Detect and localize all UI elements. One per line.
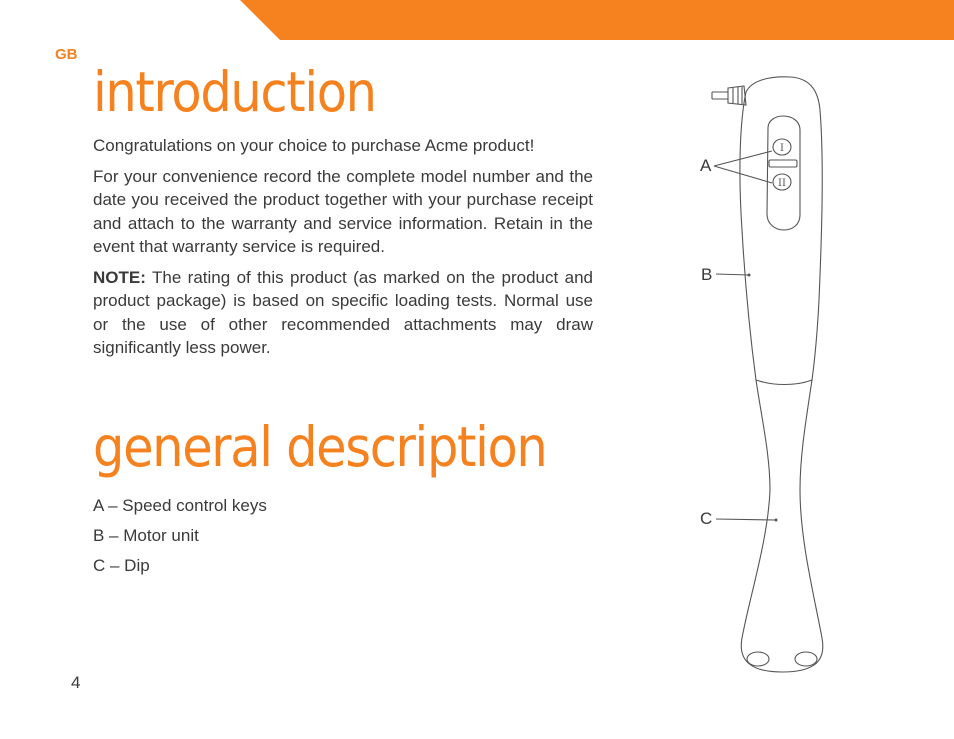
callout-label-c: C: [700, 509, 713, 528]
motor-shaft-divider: [756, 380, 812, 385]
intro-paragraph-1: Congratulations on your choice to purchase Acme product!: [93, 136, 535, 155]
bell-foot-left: [747, 652, 769, 666]
general-description-heading: general description: [93, 415, 547, 479]
bell-foot-right: [795, 652, 817, 666]
blender-body-outline: [740, 77, 823, 672]
list-item: B – Motor unit: [93, 526, 199, 545]
button-1-label: I: [780, 143, 784, 154]
callout-label-b: B: [701, 265, 713, 284]
callout-line-a: [714, 151, 772, 183]
button-divider: [769, 160, 797, 167]
note-label: NOTE:: [93, 267, 146, 287]
page-number: 4: [71, 673, 81, 692]
accent-bar-shape: [240, 0, 954, 40]
introduction-heading: introduction: [93, 60, 376, 124]
parts-list: [93, 494, 267, 584]
intro-note-paragraph: [93, 266, 593, 360]
cord-strain-relief: [728, 86, 746, 105]
hand-blender-illustration: [690, 70, 870, 690]
callout-dot-b: [748, 274, 751, 277]
list-item: C – Dip: [93, 556, 150, 575]
callout-line-b: [716, 274, 749, 275]
list-item: A – Speed control keys: [93, 496, 267, 515]
header-accent-bar: [0, 0, 954, 40]
note-text: The rating of this product (as marked on the product and product package) is based on specific loading tests. Normal use or the use of other recommended attachments may draw significantly less power.: [93, 267, 593, 357]
power-cord: [712, 92, 728, 99]
intro-paragraph-2: For your convenience record the complete model number and the date you received the product together with your purchase receipt and attach to the warranty and service information. Retain in the event that warranty service is required.: [93, 166, 593, 256]
button-2-label: II: [778, 178, 786, 189]
callout-label-a: A: [700, 156, 712, 175]
language-code: GB: [55, 46, 78, 63]
control-panel: [767, 116, 800, 230]
introduction-body: [93, 134, 593, 367]
callout-dot-c: [775, 519, 778, 522]
